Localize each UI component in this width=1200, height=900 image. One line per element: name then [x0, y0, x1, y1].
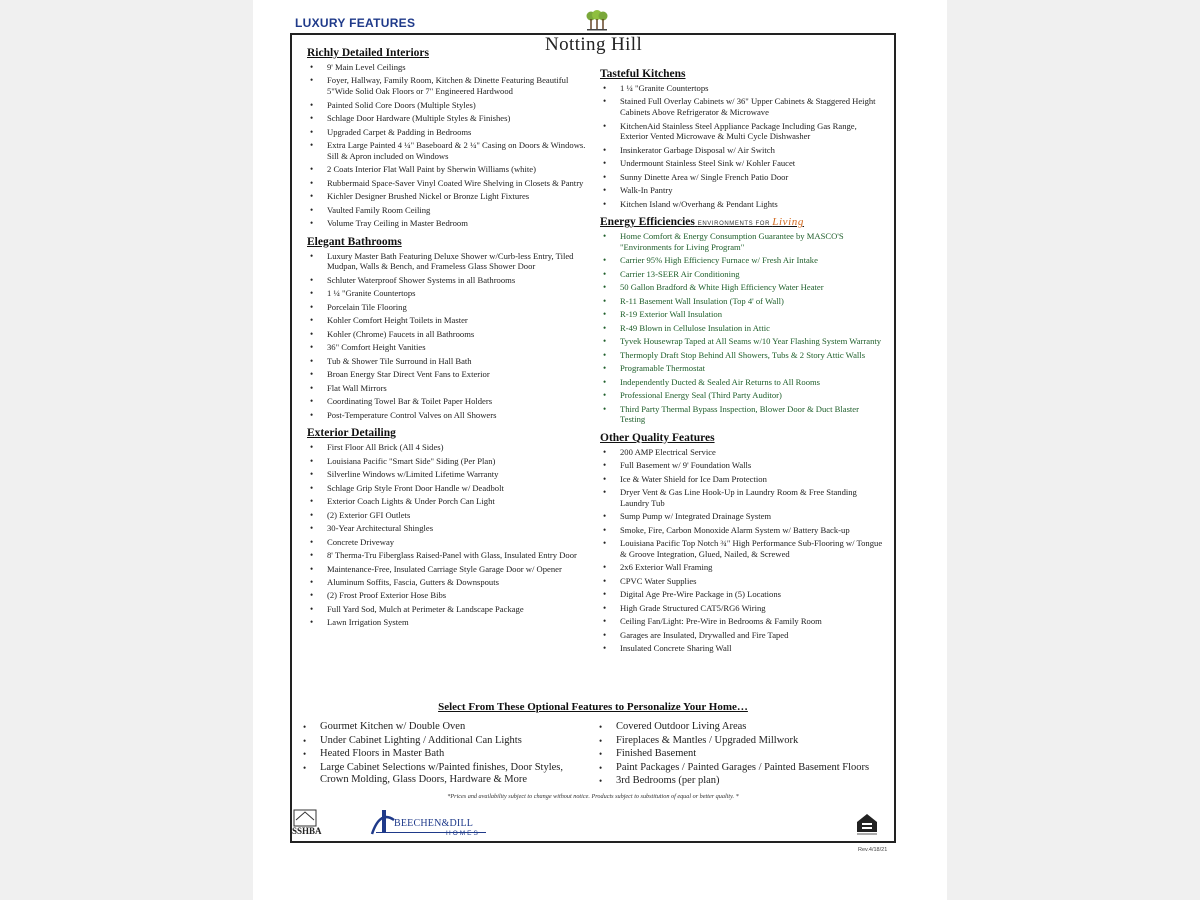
list-item: • Stained Full Overlay Cabinets w/ 36" Upper Cabinets & Staggered Height Cabinets Above Refrigerator & Microwave — [600, 96, 886, 117]
section-title: Richly Detailed Interiors — [307, 47, 430, 59]
list-item: • Volume Tray Ceiling in Master Bedroom — [307, 218, 589, 229]
list-item: • Paint Packages / Painted Garages / Painted Basement Floors — [596, 762, 886, 774]
list-item: • 8' Therma-Tru Fiberglass Raised-Panel with Glass, Insulated Entry Door — [307, 550, 589, 561]
section-title — [600, 216, 886, 228]
list-item: • Louisiana Pacific Top Notch ¾" High Performance Sub-Flooring w/ Tongue & Groove Integration, Glued, Nailed, & Screwed — [600, 538, 886, 559]
list-item: • Fireplaces & Mantles / Upgraded Millwork — [596, 735, 886, 747]
section-title: Other Quality Features — [600, 431, 715, 444]
list-item: • Finished Basement — [596, 748, 886, 760]
builder-name: BEECHEN&DILL — [394, 818, 474, 829]
list-item: • Louisiana Pacific "Smart Side" Siding (Per Plan) — [307, 456, 589, 467]
list-item: • Schluter Waterproof Shower Systems in all Bathrooms — [307, 275, 589, 286]
revision-label: Rev.4/18/21 — [858, 847, 888, 853]
list-item: • Upgraded Carpet & Padding in Bedrooms — [307, 127, 589, 138]
list-item: • Thermoply Draft Stop Behind All Showers, Tubs & 2 Story Attic Walls — [600, 350, 886, 361]
list-item: • Insulated Concrete Sharing Wall — [600, 643, 886, 654]
list-item: • Lawn Irrigation System — [307, 617, 589, 628]
list-item: • (2) Exterior GFI Outlets — [307, 510, 589, 521]
section-bathrooms — [307, 236, 589, 421]
list-item: • First Floor All Brick (All 4 Sides) — [307, 442, 589, 453]
list-item: • 9' Main Level Ceilings — [307, 62, 589, 73]
list-item: • Porcelain Tile Flooring — [307, 302, 589, 313]
list-item: • KitchenAid Stainless Steel Appliance Package Including Gas Range, Exterior Vented Microwave & Multi Cycle Dishwasher — [600, 121, 886, 142]
list-item: • Programable Thermostat — [600, 363, 886, 374]
feature-list — [600, 83, 886, 209]
builder-sub: HOMES — [446, 830, 480, 837]
list-item: • High Grade Structured CAT5/RG6 Wiring — [600, 603, 886, 614]
feature-list — [307, 251, 589, 421]
list-item: • Coordinating Towel Bar & Toilet Paper Holders — [307, 396, 589, 407]
list-item: • Foyer, Hallway, Family Room, Kitchen & Dinette Featuring Beautiful 5"Wide Solid Oak Floors or 7" Engineered Hardwood — [307, 75, 589, 96]
list-item: • Large Cabinet Selections w/Painted finishes, Door Styles, Crown Molding, Glass Doors, Hardware & More — [300, 762, 586, 786]
list-item: • (2) Frost Proof Exterior Hose Bibs — [307, 590, 589, 601]
list-item: • Schlage Door Hardware (Multiple Styles & Finishes) — [307, 113, 589, 124]
list-item: • Rubbermaid Space-Saver Vinyl Coated Wire Shelving in Closets & Pantry — [307, 178, 589, 189]
list-item: • Sunny Dinette Area w/ Single French Patio Door — [600, 172, 886, 183]
list-item: • Flat Wall Mirrors — [307, 383, 589, 394]
left-column — [307, 47, 589, 631]
list-item: • Heated Floors in Master Bath — [300, 748, 586, 760]
list-item: • Full Yard Sod, Mulch at Perimeter & Landscape Package — [307, 604, 589, 615]
section-kitchens — [600, 68, 886, 209]
list-item: • Concrete Driveway — [307, 537, 589, 548]
list-item: • R-49 Blown in Cellulose Insulation in Attic — [600, 323, 886, 334]
list-item: • R-19 Exterior Wall Insulation — [600, 309, 886, 320]
list-item: • Dryer Vent & Gas Line Hook-Up in Laundry Room & Free Standing Laundry Tub — [600, 487, 886, 508]
list-item: • 200 AMP Electrical Service — [600, 447, 886, 458]
list-item: • Sump Pump w/ Integrated Drainage System — [600, 511, 886, 522]
list-item: • Garages are Insulated, Drywalled and Fire Taped — [600, 630, 886, 641]
list-item: • Maintenance-Free, Insulated Carriage Style Garage Door w/ Opener — [307, 564, 589, 575]
section-title: Exterior Detailing — [307, 427, 396, 440]
list-item: • 50 Gallon Bradford & White High Efficiency Water Heater — [600, 282, 886, 293]
list-item: • R-11 Basement Wall Insulation (Top 4' of Wall) — [600, 296, 886, 307]
list-item: • Kitchen Island w/Overhang & Pendant Lights — [600, 199, 886, 210]
list-item: • Home Comfort & Energy Consumption Guarantee by MASCO'S "Environments for Living Program" — [600, 231, 886, 252]
equal-housing-icon — [856, 812, 878, 836]
list-item: • Third Party Thermal Bypass Inspection, Blower Door & Duct Blaster Testing — [600, 404, 886, 425]
list-item: • Kohler (Chrome) Faucets in all Bathrooms — [307, 329, 589, 340]
section-title: Tasteful Kitchens — [600, 68, 686, 80]
section-energy — [600, 216, 886, 425]
brand-title: Notting Hill — [545, 34, 643, 55]
section-title: Elegant Bathrooms — [307, 235, 402, 248]
list-item: • Walk-In Pantry — [600, 185, 886, 196]
list-item: • CPVC Water Supplies — [600, 576, 886, 587]
optional-right-column — [596, 721, 886, 789]
list-item: • Professional Energy Seal (Third Party Auditor) — [600, 390, 886, 401]
list-item: • 2 Coats Interior Flat Wall Paint by Sherwin Williams (white) — [307, 164, 589, 175]
environments-for-living-logo — [697, 216, 805, 229]
list-item: • Schlage Grip Style Front Door Handle w/ Deadbolt — [307, 483, 589, 494]
optional-features-title: Select From These Optional Features to Personalize Your Home… — [438, 701, 748, 713]
right-column — [600, 68, 886, 657]
list-item: • Exterior Coach Lights & Under Porch Can Light — [307, 496, 589, 507]
list-item: • 36" Comfort Height Vanities — [307, 342, 589, 353]
list-item: • Under Cabinet Lighting / Additional Can Lights — [300, 735, 586, 747]
list-item: • 1 ¼ "Granite Countertops — [600, 83, 886, 94]
feature-list — [307, 442, 589, 628]
list-item: • 2x6 Exterior Wall Framing — [600, 562, 886, 573]
feature-list — [307, 62, 589, 229]
section-exterior — [307, 427, 589, 628]
energy-title: Energy Efficiencies — [600, 216, 695, 229]
luxury-features-label: LUXURY FEATURES — [295, 16, 416, 30]
feature-list — [300, 721, 586, 786]
section-interiors — [307, 47, 589, 229]
list-item: • Tub & Shower Tile Surround in Hall Bath — [307, 356, 589, 367]
list-item: • Tyvek Housewrap Taped at All Seams w/10 Year Flashing System Warranty — [600, 336, 886, 347]
list-item: • Ceiling Fan/Light: Pre-Wire in Bedrooms & Family Room — [600, 616, 886, 627]
list-item: • Ice & Water Shield for Ice Dam Protection — [600, 474, 886, 485]
list-item: • Post-Temperature Control Valves on All Showers — [307, 410, 589, 421]
list-item: • Luxury Master Bath Featuring Deluxe Shower w/Curb-less Entry, Tiled Mudpan, Walls & Bench, and Frameless Glass Shower Door — [307, 251, 589, 272]
list-item: • Silverline Windows w/Limited Lifetime Warranty — [307, 469, 589, 480]
list-item: • Independently Ducted & Sealed Air Returns to All Rooms — [600, 377, 886, 388]
trees-logo-icon — [585, 10, 609, 32]
list-item: • Undermount Stainless Steel Sink w/ Kohler Faucet — [600, 158, 886, 169]
feature-list — [596, 721, 886, 787]
list-item: • Vaulted Family Room Ceiling — [307, 205, 589, 216]
list-item: • Digital Age Pre-Wire Package in (5) Locations — [600, 589, 886, 600]
list-item: • Extra Large Painted 4 ¼" Baseboard & 2 ¼" Casing on Doors & Windows. Sill & Apron included on Windows — [307, 140, 589, 161]
list-item: • Gourmet Kitchen w/ Double Oven — [300, 721, 586, 733]
disclaimer: *Prices and availability subject to change without notice. Products subject to substitution of equal or better quality. * — [447, 793, 739, 800]
env-tag-text: ENVIRONMENTS FOR — [697, 221, 771, 228]
list-item: • 30-Year Architectural Shingles — [307, 523, 589, 534]
list-item: • Full Basement w/ 9' Foundation Walls — [600, 460, 886, 471]
env-living-script: Living — [772, 216, 805, 229]
list-item: • Carrier 95% High Efficiency Furnace w/ Fresh Air Intake — [600, 255, 886, 266]
feature-list — [600, 231, 886, 425]
feature-list — [600, 447, 886, 654]
list-item: • 1 ¼ "Granite Countertops — [307, 288, 589, 299]
section-other — [600, 432, 886, 654]
list-item: • Carrier 13-SEER Air Conditioning — [600, 269, 886, 280]
sshba-label: SSHBA — [292, 826, 322, 836]
list-item: • Aluminum Soffits, Fascia, Gutters & Downspouts — [307, 577, 589, 588]
list-item: • Kohler Comfort Height Toilets in Master — [307, 315, 589, 326]
optional-left-column — [300, 721, 586, 787]
list-item: • Broan Energy Star Direct Vent Fans to Exterior — [307, 369, 589, 380]
list-item: • Smoke, Fire, Carbon Monoxide Alarm System w/ Battery Back-up — [600, 525, 886, 536]
list-item: • 3rd Bedrooms (per plan) — [596, 775, 886, 787]
list-item: • Insinkerator Garbage Disposal w/ Air Switch — [600, 145, 886, 156]
list-item: • Covered Outdoor Living Areas — [596, 721, 886, 733]
list-item: • Kichler Designer Brushed Nickel or Bronze Light Fixtures — [307, 191, 589, 202]
list-item: • Painted Solid Core Doors (Multiple Styles) — [307, 100, 589, 111]
